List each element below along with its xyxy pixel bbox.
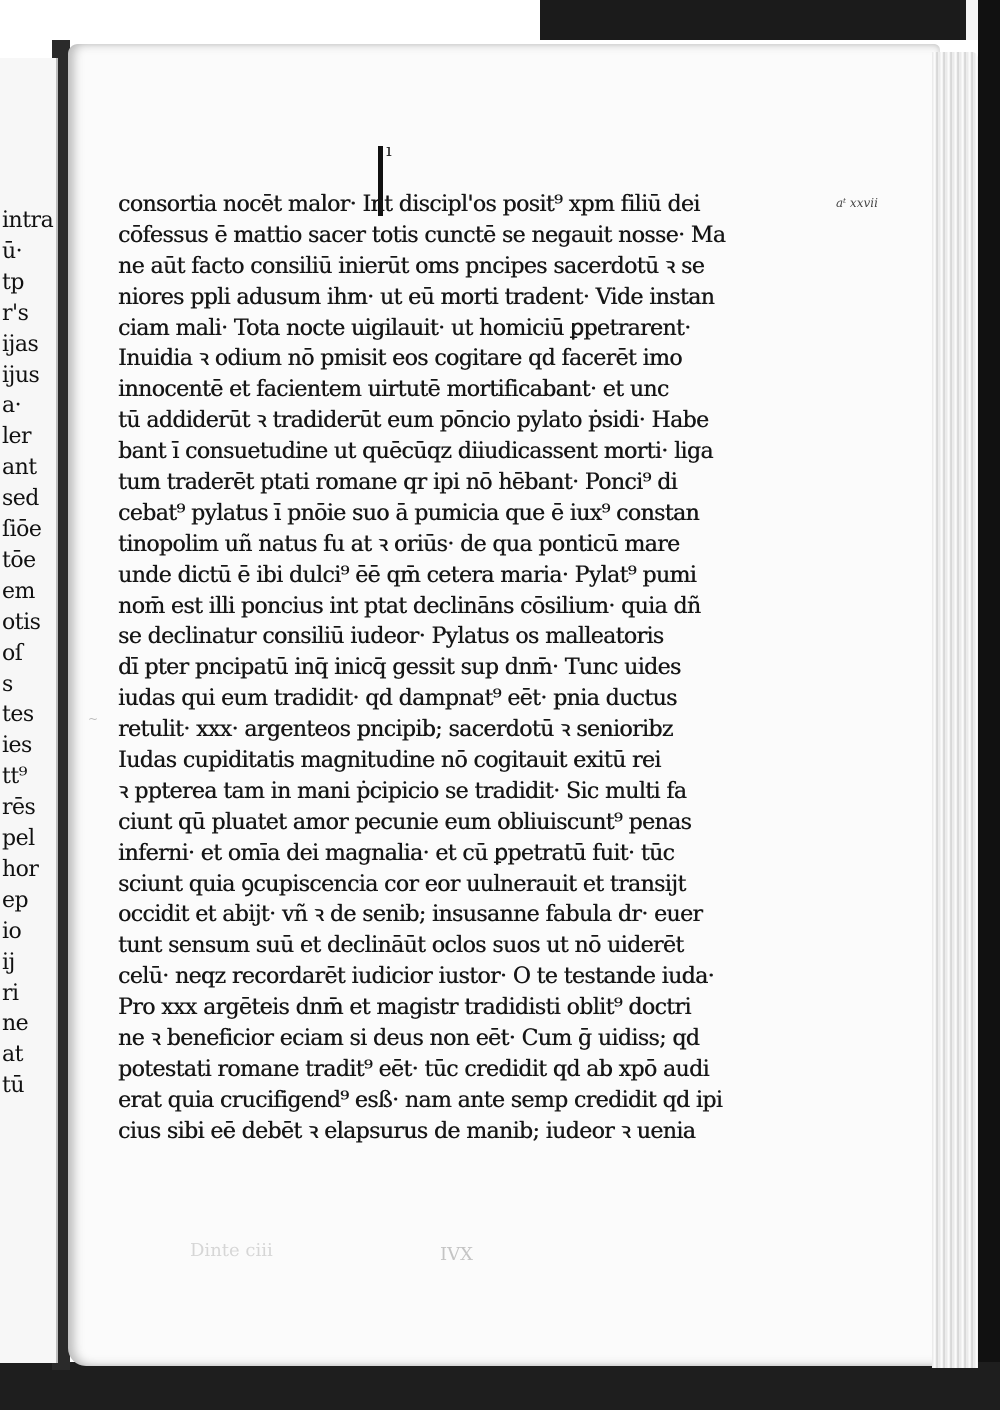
text-line: Iudas cupiditatis magnitudine nō cogitauit exitū rei: [118, 748, 661, 774]
text-line: tunt sensum suū et declināūt oclos suos ut nō uiderēt: [118, 933, 684, 959]
text-line: inferni· et omīa dei magnalia· et cū ꝑpetratū fuit· tūc: [118, 840, 675, 866]
page-edges: [932, 52, 978, 1368]
left-page-text-fragment: tes: [2, 702, 34, 728]
ghost-text-center: IVX: [440, 1244, 473, 1265]
text-line: ne ꝛ beneficior eciam si deus non eēt· Cum ḡ uidiss; qd: [118, 1026, 700, 1052]
faint-margin-mark: ~: [88, 712, 99, 726]
left-page-text-fragment: pel: [2, 826, 35, 851]
text-line: ne aūt facto consiliū inierūt oms pncipes sacerdotū ꝛ se: [118, 253, 705, 279]
left-page-text-fragment: em: [2, 578, 35, 604]
text-line: cōfessus ē mattio sacer totis cunctē se negauit nosse· Ma: [118, 222, 726, 248]
text-line: Pro xxx argēteis dnm̄ et magistr tradidisti oblit⁹ doctri: [118, 995, 691, 1021]
ghost-text-left: Dinte ciii: [190, 1240, 273, 1261]
left-page-text-fragment: ne: [2, 1011, 29, 1037]
left-page-text-fragment: io: [2, 918, 22, 944]
text-line: dī pter pncipatū inq̄ inicq̄ gessit sup dnm̄· Tunc uides: [118, 655, 681, 681]
background-top-right: [540, 0, 1000, 40]
left-page-text-fragment: ant: [2, 455, 37, 481]
text-line: cius sibi eē debēt ꝛ elapsurus de manib; iudeor ꝛ uenia: [118, 1118, 696, 1144]
left-page-text-fragment: intra: [2, 208, 54, 233]
left-page-text-fragment: r's: [2, 300, 29, 326]
left-page-text-fragment: otis: [2, 609, 41, 635]
left-page-text-fragment: ſiōe: [2, 517, 42, 542]
left-page-text-fragment: a·: [2, 393, 22, 419]
initial-flourish: ı: [386, 140, 392, 161]
marginal-note: aᵗ xxvii: [836, 196, 878, 210]
text-line: ciunt qū pluatet amor pecunie eum obliuiscunt⁹ penas: [118, 809, 692, 835]
text-line: retulit· xxx· argenteos pncipib; sacerdotū ꝛ senioribz: [118, 717, 673, 743]
left-page-text-fragment: ijas: [2, 331, 39, 357]
left-page-text-fragment: tt⁹: [2, 764, 28, 790]
left-page-text-fragment: ies: [2, 733, 32, 759]
left-page-text-fragment: hor: [2, 856, 39, 882]
text-line: nom̄ est illi poncius int ptat declināns cōsilium· quia dñ: [118, 593, 701, 619]
background-bottom: [0, 1362, 1000, 1410]
left-page-text-fragment: tū: [2, 1073, 25, 1099]
left-page-text-fragment: tp: [2, 269, 24, 295]
text-line: ꝛ ppterea tam in mani ṗcipicio se tradidit· Sic multi fa: [118, 778, 687, 804]
text-line: ciam mali· Tota nocte uigilauit· ut homiciū ꝑpetrarent·: [118, 315, 691, 341]
text-line: tum traderēt ptati romane qr ipi nō hēbant· Ponci⁹ di: [118, 470, 677, 496]
text-line: consortia nocēt malor· Int discipl'os posit⁹ xpm filiū dei: [118, 192, 700, 217]
text-line: unde dictū ē ibi dulci⁹ ēē qm̄ cetera maria· Pylat⁹ pumi: [118, 562, 697, 588]
text-line: innocentē et facientem uirtutē mortificabant· et unc: [118, 377, 669, 403]
text-line: se declinatur consiliū iudeor· Pylatus os malleatoris: [118, 624, 664, 650]
left-page-text-fragment: at: [2, 1042, 23, 1068]
left-page-text-fragment: ep: [2, 887, 29, 913]
left-page-text-fragment: ijus: [2, 362, 40, 388]
left-page-fragment: [0, 58, 58, 1363]
text-line: occidit et abijt· vñ ꝛ de senib; insusanne fabula dr· euer: [118, 902, 703, 928]
main-text-block: [118, 190, 808, 1148]
background-strip: [966, 0, 978, 40]
text-line: potestati romane tradit⁹ eēt· tūc credidit qd ab xpō audi: [118, 1056, 709, 1082]
text-line: niores ppli adusum ihm· ut eū morti tradent· Vide instan: [118, 284, 715, 310]
text-line: tū addiderūt ꝛ tradiderūt eum pōncio pylato ṗsidi· Habe: [118, 408, 709, 434]
text-line: celū· neqz recordarēt iudicior iustor· O te testande iuda·: [118, 964, 714, 990]
left-page-text-fragment: ū·: [2, 238, 23, 264]
background-right-edge: [978, 0, 1000, 1410]
left-page-text-fragment: tōe: [2, 547, 36, 573]
text-line: cebat⁹ pylatus ī pnōie suo ā pumicia que ē iux⁹ constan: [118, 500, 700, 526]
left-page-text-fragment: ij: [2, 949, 15, 975]
left-page-text-fragment: oſ: [2, 640, 23, 666]
text-line: sciunt quia ꝯcupiscencia cor eor uulnerauit et transijt: [118, 871, 686, 897]
left-page-text-fragment: s: [2, 671, 13, 697]
text-line: bant ī consuetudine ut quēcūqz diiudicassent morti· liga: [118, 439, 713, 465]
left-page-text-fragment: ri: [2, 980, 19, 1006]
text-line: erat quia crucifigend⁹ esß· nam ante semp credidit qd ipi: [118, 1087, 723, 1113]
left-page-text-fragment: rēs: [2, 795, 36, 821]
text-line: tinopolim uñ natus fu at ꝛ oriūs· de qua ponticū mare: [118, 531, 680, 557]
left-page-text-fragment: sed: [2, 486, 39, 512]
left-page-text-fragment: ler: [2, 424, 32, 450]
text-line: iudas qui eum tradidit· qd dampnat⁹ eēt· pnia ductus: [118, 686, 677, 712]
text-line: Inuidia ꝛ odium nō pmisit eos cogitare qd facerēt imo: [118, 346, 682, 372]
